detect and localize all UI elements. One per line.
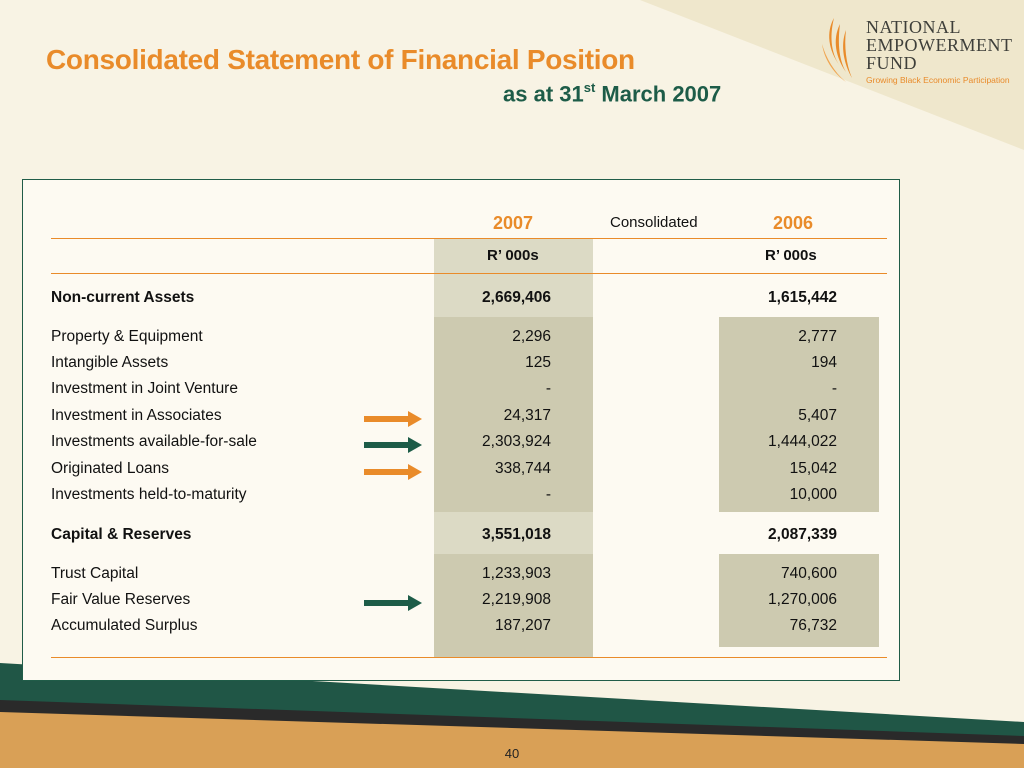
row-label: Investments available-for-sale (51, 433, 257, 450)
row-label: Property & Equipment (51, 328, 203, 345)
row-label: Intangible Assets (51, 354, 169, 371)
value-2007: 187,207 (494, 617, 551, 634)
row-label: Trust Capital (51, 565, 139, 582)
row-label: Accumulated Surplus (51, 617, 198, 634)
value-2006: 740,600 (780, 565, 837, 582)
subtitle-superscript: st (583, 80, 596, 95)
value-2007: 2,669,406 (482, 289, 551, 306)
value-2006: 194 (811, 354, 837, 371)
value-2007: 2,296 (512, 328, 551, 345)
arrow-right-icon (364, 464, 422, 480)
logo-tagline: Growing Black Economic Participation (866, 75, 1010, 85)
arrow-right-icon (364, 411, 422, 427)
table-row (23, 328, 901, 352)
logo-line: EMPOWERMENT (866, 35, 1013, 55)
row-label: Investments held-to-maturity (51, 486, 247, 503)
table-row (23, 407, 901, 431)
value-2007: 125 (525, 354, 551, 371)
financial-table-panel (22, 179, 900, 681)
slide-title: Consolidated Statement of Financial Position (46, 44, 635, 75)
value-2007: 2,219,908 (482, 591, 551, 608)
table-row (23, 354, 901, 378)
value-2007: 2,303,924 (482, 433, 551, 450)
table-row (23, 526, 901, 550)
arrow-right-icon (364, 437, 422, 453)
slide-subtitle (503, 81, 721, 107)
value-2007: 3,551,018 (482, 526, 551, 543)
page-number: 40 (504, 746, 520, 761)
year-2006-header: 2006 (773, 213, 814, 233)
table-bottom-divider (51, 657, 887, 658)
table-row (23, 380, 901, 404)
value-2007: - (545, 486, 551, 503)
value-2006: 2,087,339 (768, 526, 837, 543)
header-divider (51, 238, 887, 239)
value-2007: 338,744 (494, 460, 551, 477)
value-2006: 76,732 (789, 617, 837, 634)
table-row (23, 433, 901, 457)
row-label: Investment in Joint Venture (51, 380, 238, 397)
table-row (23, 591, 901, 615)
row-label: Capital & Reserves (51, 526, 192, 543)
table-row (23, 617, 901, 641)
table-row (23, 486, 901, 510)
value-2007: 24,317 (503, 407, 551, 424)
subtitle-suffix: March 2007 (595, 81, 722, 107)
value-2006: 2,777 (798, 328, 837, 345)
unit-2007-header: R’ 000s (487, 247, 539, 264)
row-label: Fair Value Reserves (51, 591, 191, 608)
table-row (23, 460, 901, 484)
table-row (23, 289, 901, 313)
row-label: Non-current Assets (51, 289, 195, 306)
value-2007: - (545, 380, 551, 397)
logo-line: NATIONAL (866, 17, 961, 37)
unit-divider (51, 273, 887, 274)
unit-2006-header: R’ 000s (765, 247, 817, 264)
value-2006: 1,444,022 (768, 433, 837, 450)
year-2007-header: 2007 (493, 213, 534, 233)
flame-icon (818, 14, 862, 86)
nef-logo (818, 14, 1018, 94)
subtitle-prefix: as at 31 (503, 81, 584, 107)
table-row (23, 565, 901, 589)
value-2006: 5,407 (798, 407, 837, 424)
row-label: Originated Loans (51, 460, 170, 477)
logo-line: FUND (866, 53, 918, 73)
value-2006: 1,615,442 (768, 289, 837, 306)
value-2006: 10,000 (789, 486, 837, 503)
value-2007: 1,233,903 (482, 565, 551, 582)
arrow-right-icon (364, 595, 422, 611)
row-label: Investment in Associates (51, 407, 222, 424)
value-2006: 15,042 (789, 460, 837, 477)
consolidated-label: Consolidated (610, 214, 698, 231)
value-2006: 1,270,006 (768, 591, 837, 608)
value-2006: - (831, 380, 837, 397)
logo-wordmark (866, 18, 1013, 85)
